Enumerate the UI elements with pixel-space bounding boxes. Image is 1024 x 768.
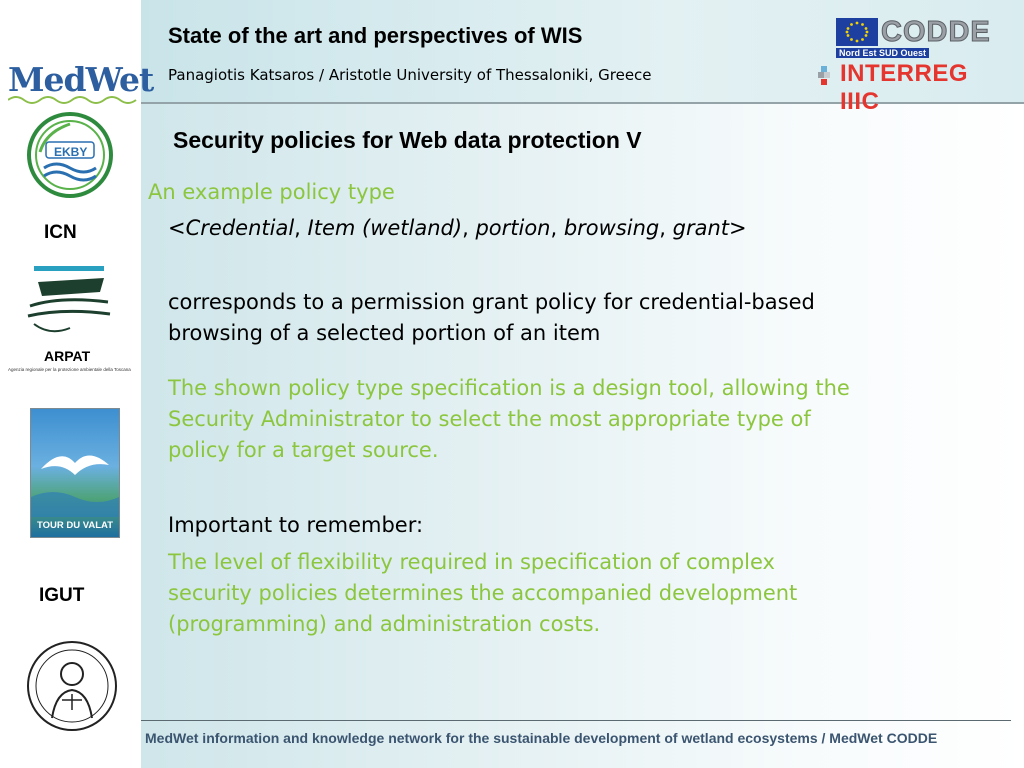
arpat-emblem-icon	[20, 262, 116, 342]
interreg-wordmark: INTERREG IIIC	[840, 60, 969, 115]
tuple-open: <	[168, 216, 186, 240]
tour-du-valat-label: TOUR DU VALAT	[37, 520, 113, 531]
flexibility-line-2: security policies determines the accompanied development	[168, 581, 798, 605]
tuple-portion: portion	[475, 216, 551, 240]
interreg-mark-icon	[818, 66, 830, 86]
seal-emblem-icon	[26, 640, 118, 732]
footer-text: MedWet information and knowledge network for the sustainable development of wetland ecosystems / MedWet CODDE	[145, 730, 938, 746]
design-line-2: Security Administrator to select the most appropriate type of	[168, 407, 811, 431]
medwet-wave-icon	[8, 94, 140, 106]
flexibility-line-1: The level of flexibility required in specification of complex	[168, 550, 775, 574]
tuple-sep: ,	[659, 216, 673, 240]
codde-interreg-logo	[834, 16, 1014, 115]
codde-wordmark: CODDE	[881, 16, 991, 48]
tuple-grant: grant	[672, 216, 729, 240]
corresponds-line-1: corresponds to a permission grant policy for credential-based	[168, 290, 815, 314]
ekby-label: EKBY	[54, 145, 88, 159]
tuple-item: Item (wetland)	[307, 216, 463, 240]
university-seal	[26, 640, 118, 736]
bird-icon	[31, 417, 119, 517]
icn-label: ICN	[44, 222, 77, 243]
tuple-sep: ,	[462, 216, 476, 240]
footer-divider	[141, 720, 1011, 721]
ekby-logo	[26, 112, 114, 202]
tuple-credential: Credential	[185, 216, 295, 240]
tour-du-valat-logo	[30, 408, 120, 538]
tuple-sep: ,	[294, 216, 308, 240]
medwet-wordmark: MedWet	[8, 60, 154, 99]
presentation-title: State of the art and perspectives of WIS	[168, 23, 583, 48]
policy-tuple	[168, 213, 747, 244]
corresponds-line-2: browsing of a selected portion of an item	[168, 321, 601, 345]
policy-intro: An example policy type	[148, 180, 395, 204]
tuple-close: >	[729, 216, 747, 240]
presentation-author: Panagiotis Katsaros / Aristotle University of Thessaloniki, Greece	[168, 66, 652, 84]
flexibility-line-3: (programming) and administration costs.	[168, 612, 601, 636]
arpat-label: ARPAT	[44, 348, 91, 364]
slide-heading: Security policies for Web data protection V	[173, 127, 642, 153]
igut-label: IGUT	[39, 585, 85, 606]
arpat-subtitle: Agenzia regionale per la protezione ambientale della Toscana	[8, 367, 131, 372]
codde-tagline: Nord Est SUD Ouest	[836, 48, 929, 58]
arpat-logo	[20, 262, 116, 346]
important-heading: Important to remember:	[168, 513, 424, 537]
eu-flag-icon	[836, 18, 878, 46]
medwet-logo	[8, 60, 153, 99]
design-line-1: The shown policy type specification is a design tool, allowing the	[168, 376, 850, 400]
design-line-3: policy for a target source.	[168, 438, 439, 462]
tuple-browsing: browsing	[563, 216, 660, 240]
tuple-sep: ,	[550, 216, 564, 240]
